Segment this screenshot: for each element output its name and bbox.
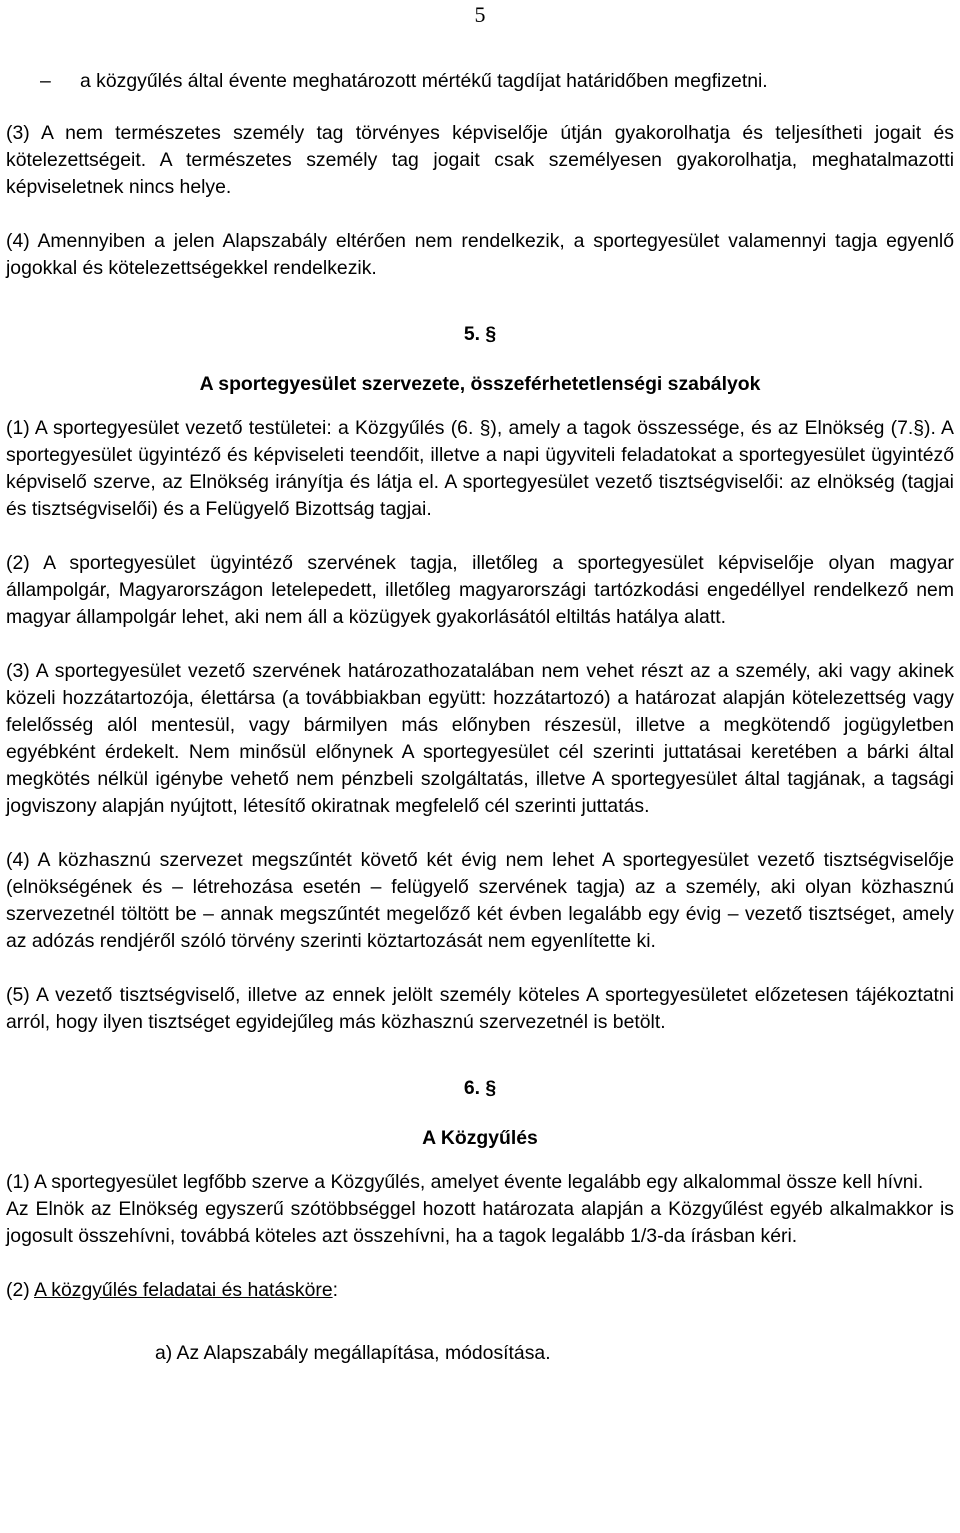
section-5-paragraph-1: (1) A sportegyesület vezető testületei: a Közgyűlés (6. §), amely a tagok összessége, és az Elnökség (7.§). A sportegyesület ügyintéző és képviseleti teendőit, illetve a napi ügyviteli feladatokat a sportegyesület ügyintéző képviselő szerve, az Elnökség irányítja és látja el. A sportegyesület vezető tisztségviselői: az elnökség (tagjai és tisztségviselői) és a Felügyelő Bizottság tagjai. xyxy=(6,417,954,520)
underlined-heading: A közgyűlés feladatai és hatásköre xyxy=(34,1279,333,1301)
section-6-paragraph-1b: Az Elnök az Elnökség egyszerű szótöbbséggel hozott határozata alapján a Közgyűlést egyéb alkalmakkor is jogosult összehívni, továbbá köteles azt összehívni, ha a tagok legalább 1/3-da írásban kéri. xyxy=(6,1198,954,1247)
colon: : xyxy=(332,1279,338,1301)
section-5-paragraph-2: (2) A sportegyesület ügyintéző szervének tagja, illetőleg a sportegyesület képviselője olyan magyar állampolgár, Magyarországon letelepedett, illetőleg magyarországi tartózkodási engedéllyel rendelkező nem magyar állampolgár lehet, aki nem áll a közügyek gyakorlásától eltiltás hatálya alatt. xyxy=(6,552,954,628)
page-number: 5 xyxy=(474,2,486,27)
section-6-title: A Közgyűlés xyxy=(422,1127,538,1149)
paragraph-3: (3) A nem természetes személy tag törvényes képviselője útján gyakorolhatja és teljesítheti jogait és kötelezettségeit. A természetes személy tag jogait csak személyesen gyakorolhatja, meghatalmazotti képviseletnek nincs helye. xyxy=(6,122,954,198)
document-body xyxy=(6,70,954,1367)
section-5-title: A sportegyesület szervezete, összeférhetetlenségi szabályok xyxy=(199,373,761,395)
bullet-text: a közgyűlés által évente meghatározott mértékű tagdíjat határidőben megfizetni. xyxy=(80,70,768,92)
section-5-paragraph-3: (3) A sportegyesület vezető szervének határozathozatalában nem vehet részt az a személy, aki vagy akinek közeli hozzátartozója, élettársa (a továbbiakban együtt: hozzátartozó) a határozat alapján kötelezettség vagy felelősség alól mentesül, vagy bármilyen más előnyben részesül, illetve a megkötendő jogügyletben egyébként érdekelt. Nem minősül előnynek A sportegyesület cél szerinti juttatásai keretében a bárki által megkötés nélkül igénybe vehető nem pénzbeli szolgáltatás, illetve A sportegyesület által tagjának, a tagsági jogviszony alapján nyújtott, létesítő okiratnak megfelelő cél szerinti juttatás. xyxy=(6,660,954,817)
section-6-number: 6. § xyxy=(463,1077,497,1099)
paragraph-number: (2) xyxy=(6,1279,35,1301)
bullet-dash: – xyxy=(40,70,51,92)
section-6-paragraph-2 xyxy=(6,1277,954,1304)
list-item xyxy=(40,70,954,93)
section-5-number: 5. § xyxy=(463,323,497,345)
section-5-paragraph-4: (4) A közhasznú szervezet megszűntét követő két évig nem lehet A sportegyesület vezető tisztségviselője (elnökségének és – létrehozása esetén – felügyelő szervének tagja) az a személy, aki olyan közhasznú szervezetnél töltött be – annak megszűntét megelőző két évben legalább egy évig – vezető tisztséget, amely az adózás rendjéről szóló törvény szerinti köztartozását nem egyenlítette ki. xyxy=(6,849,954,952)
section-6-paragraph-1: (1) A sportegyesület legfőbb szerve a Közgyűlés, amelyet évente legalább egy alkalommal össze kell hívni. xyxy=(6,1171,924,1193)
list-item-a: a) Az Alapszabály megállapítása, módosítása. xyxy=(155,1342,551,1364)
section-5-paragraph-5: (5) A vezető tisztségviselő, illetve az ennek jelölt személy köteles A sportegyesületet előzetesen tájékoztatni arról, hogy ilyen tisztséget egyidejűleg más közhasznú szervezetnél is betölt. xyxy=(6,984,954,1033)
paragraph-4: (4) Amennyiben a jelen Alapszabály eltérően nem rendelkezik, a sportegyesület valamennyi tagja egyenlő jogokkal és kötelezettségekkel rendelkezik. xyxy=(6,230,954,279)
